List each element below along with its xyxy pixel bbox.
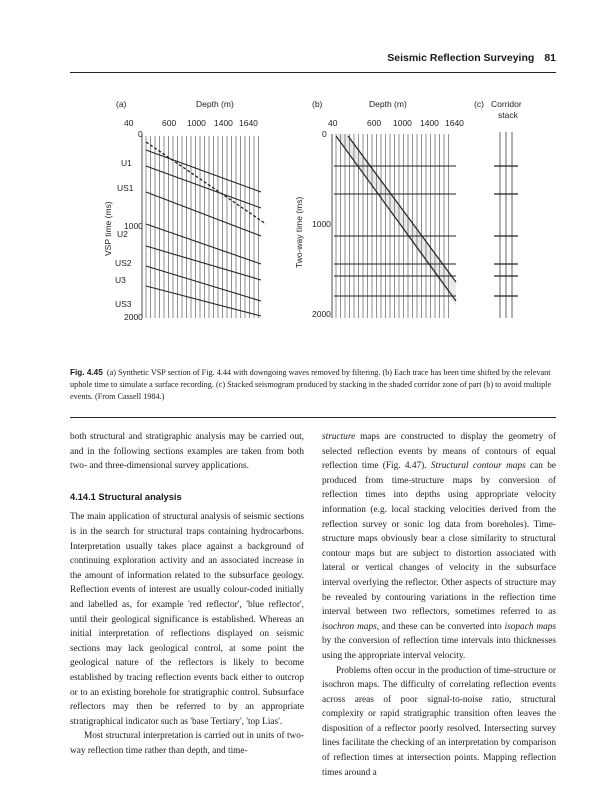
right-column <box>322 430 556 780</box>
panel-b <box>294 99 464 319</box>
depth-tick: 40 <box>328 118 338 128</box>
reflection-event <box>146 266 261 301</box>
italic-term: Structural contour maps <box>430 461 526 472</box>
text-run: can be produced from time-structure maps by conversion of reflection times into depths using appropriate velocity information (e.g. local stacking velocities derived from the reflection survey or sonic log data from boreholes). Time-structure maps obviously bear a close similarity to structural contour maps but are subject to distortion associated with lateral or vertical changes of velocity in the subsurface interval overlying the reflector. Other aspects of structure may be revealed by contouring variations in the reflection time interval between two reflectors, sometimes referred to as <box>322 461 556 618</box>
text-run: by the conversion of reflection time intervals into thicknesses using the appropriate interval velocity. <box>322 636 556 661</box>
italic-term: isopach maps <box>504 621 556 632</box>
reflector-label: U2 <box>117 229 128 239</box>
running-head <box>70 52 556 68</box>
panel-c-stack-traces <box>494 132 518 318</box>
header-rule <box>70 72 556 73</box>
depth-tick: 1000 <box>393 118 412 128</box>
caption-rule <box>70 417 556 418</box>
depth-tick: 1000 <box>187 118 206 128</box>
reflector-label: US1 <box>117 183 134 193</box>
reflector-label: US3 <box>115 299 132 309</box>
time-tick: 2000 <box>124 312 143 322</box>
corridor-edge <box>348 136 456 282</box>
panel-b-label: (b) <box>312 99 323 109</box>
panel-b-depth-ticks <box>328 118 464 128</box>
depth-tick: 1400 <box>214 118 233 128</box>
reflection-event <box>146 166 261 208</box>
time-tick: 0 <box>322 129 327 139</box>
panel-a-depth-title: Depth (m) <box>196 99 234 109</box>
italic-term: structure <box>322 432 356 442</box>
time-tick: 1000 <box>312 219 331 229</box>
depth-tick: 600 <box>162 118 177 128</box>
time-tick: 2000 <box>312 309 331 319</box>
figure-caption <box>70 367 556 403</box>
caption-label: Fig. 4.45 <box>70 368 103 377</box>
paragraph: Problems often occur in the production of time-structure or isochron maps. The difficulty of correlating reflection events across areas of poor signal-to-noise ratio, structural complexity or rapid stratigraphic transition often leaves the disposition of a reflector poorly resolved. Intersecting survey lines facilitate the checking of an interpretation by comparison of reflection times at intersection points. Mapping reflection times around a <box>322 665 556 778</box>
reflector-label: US2 <box>115 258 132 268</box>
time-tick: 0 <box>138 129 143 139</box>
panel-b-depth-title: Depth (m) <box>369 99 407 109</box>
panel-a-time-axis-label: VSP time (ms) <box>103 201 113 256</box>
reflection-event <box>146 150 261 192</box>
page-number: 81 <box>544 52 556 64</box>
panel-a <box>103 99 266 322</box>
text-run: maps are constructed to display the geometry of selected reflection events by means of contours of equal reflection time (Fig. 4.47). <box>322 432 556 472</box>
panel-a-depth-ticks <box>124 118 258 128</box>
panel-b-time-axis-label: Two-way time (ms) <box>294 196 304 268</box>
reflection-event <box>146 246 261 280</box>
reflection-event <box>146 286 261 316</box>
depth-tick: 1640 <box>445 118 464 128</box>
depth-tick: 600 <box>367 118 382 128</box>
figure-4-45 <box>96 96 572 328</box>
time-tick: 1000 <box>124 221 143 231</box>
paragraph: both structural and stratigraphic analysis may be carried out, and in the following sections examples are taken from both two- and three-dimensional survey applications. <box>70 432 304 472</box>
section-heading: 4.14.1 Structural analysis <box>70 491 182 502</box>
caption-text: (a) Synthetic VSP section of Fig. 4.44 with downgoing waves removed by filtering. (b) Each trace has been time shifted by the relevant uphole time to simulate a surface recording. (c) Stacked seismogram produced by stacking in the shaded corridor zone of part (b) to avoid multiple events. (From Cassell 1984.) <box>70 368 552 401</box>
depth-tick: 40 <box>124 118 134 128</box>
panel-c <box>474 99 522 318</box>
paragraph <box>322 430 556 664</box>
panel-b-traces <box>332 134 449 318</box>
panel-a-label: (a) <box>116 99 127 109</box>
reflection-event <box>146 192 261 236</box>
panel-a-traces <box>142 134 259 318</box>
reflector-label: U3 <box>115 275 126 285</box>
depth-tick: 1400 <box>420 118 439 128</box>
running-head-title: Seismic Reflection Surveying <box>387 52 535 64</box>
panel-c-label: (c) <box>474 99 484 109</box>
panel-c-title: stack <box>498 110 518 120</box>
reflection-event <box>146 224 261 264</box>
left-column <box>70 430 304 758</box>
panel-c-title: Corridor <box>491 99 522 109</box>
paragraph: The main application of structural analysis of seismic sections is in the search for structural traps containing hydrocarbons. Interpretation usually takes place against a background of continuing exploration activity and an associated increase in the amount of information related to the subsurface geology. Reflection events of interest are usually colour-coded initially and labelled as, for example 'red reflector', 'blue reflector', until their geological significance is established. Whereas an initial interpretation of reflections displayed on seismic sections may lack geological control, at some point the geological nature of the reflectors is likely to become established by tracing reflection events back either to outcrop or to an existing borehole for stratigraphic control. Subsurface reflectors may then be referred to by an appropriate stratigraphical indicator such as 'base Tertiary', 'top Lias'. <box>70 512 304 727</box>
italic-term: isochron maps <box>322 621 377 632</box>
reflector-label: U1 <box>121 158 132 168</box>
text-run: , and these can be converted into <box>376 621 505 632</box>
depth-tick: 1640 <box>239 118 258 128</box>
paragraph: Most structural interpretation is carried out in units of two-way reflection time rather than depth, and time- <box>70 731 304 756</box>
